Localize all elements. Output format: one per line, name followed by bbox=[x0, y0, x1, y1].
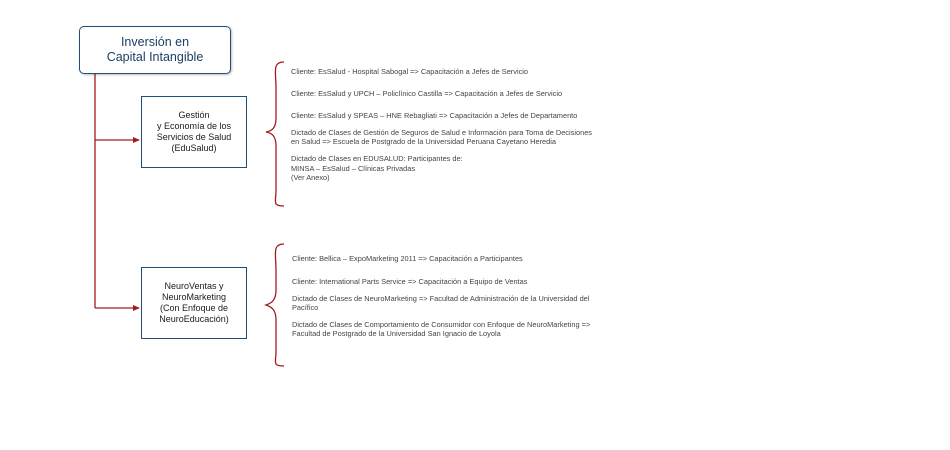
list-item: Cliente: Bellica – ExpoMarketing 2011 => Capacitación a Participantes bbox=[292, 254, 523, 263]
root-connector-line bbox=[95, 74, 133, 308]
branch-node-edusalud bbox=[141, 96, 247, 168]
list-item: Dictado de Clases de Gestión de Seguros de Salud e Información para Toma de Decisiones en Salud => Escuela de Postgrado de la Universidad Peruana Cayetano Heredia bbox=[291, 127, 593, 147]
connector-arrow-2 bbox=[133, 305, 140, 311]
root-node bbox=[79, 26, 231, 74]
list-item: Cliente: EsSalud y SPEAS – HNE Rebagliati => Capacitación a Jefes de Departamento bbox=[291, 111, 578, 121]
list-item: Cliente: International Parts Service => Capacitación a Equipo de Ventas bbox=[292, 276, 528, 286]
branch-items-neuroventas bbox=[292, 254, 662, 339]
list-item: Cliente: EsSalud y UPCH – Policlínico Castilla => Capacitación a Jefes de Servicio bbox=[291, 89, 563, 99]
branch-items-edusalud bbox=[291, 67, 661, 183]
branch-node-neuroventas bbox=[141, 267, 247, 339]
list-item: Dictado de Clases de Comportamiento de Consumidor con Enfoque de NeuroMarketing => Facultad de Postgrado de la Universidad San Ignacio de Loyola bbox=[292, 319, 591, 339]
connector-arrow-1 bbox=[133, 137, 140, 143]
root-node-label: Inversión en Capital Intangible bbox=[106, 35, 204, 64]
branch-node-label: NeuroVentas y NeuroMarketing (Con Enfoque de NeuroEducación) bbox=[159, 281, 229, 324]
list-item: Dictado de Clases en EDUSALUD: Participantes de: MINSA – EsSalud – Clínicas Privadas (Ver Anexo) bbox=[291, 153, 463, 183]
branch-node-label: Gestión y Economía de los Servicios de Salud (EduSalud) bbox=[156, 110, 232, 153]
brace-2 bbox=[266, 244, 284, 366]
list-item: Dictado de Clases de NeuroMarketing => Facultad de Administración de la Universidad del Pacífico bbox=[292, 293, 590, 313]
list-item: Cliente: EsSalud - Hospital Sabogal => Capacitación a Jefes de Servicio bbox=[291, 67, 529, 76]
brace-1 bbox=[266, 62, 284, 206]
